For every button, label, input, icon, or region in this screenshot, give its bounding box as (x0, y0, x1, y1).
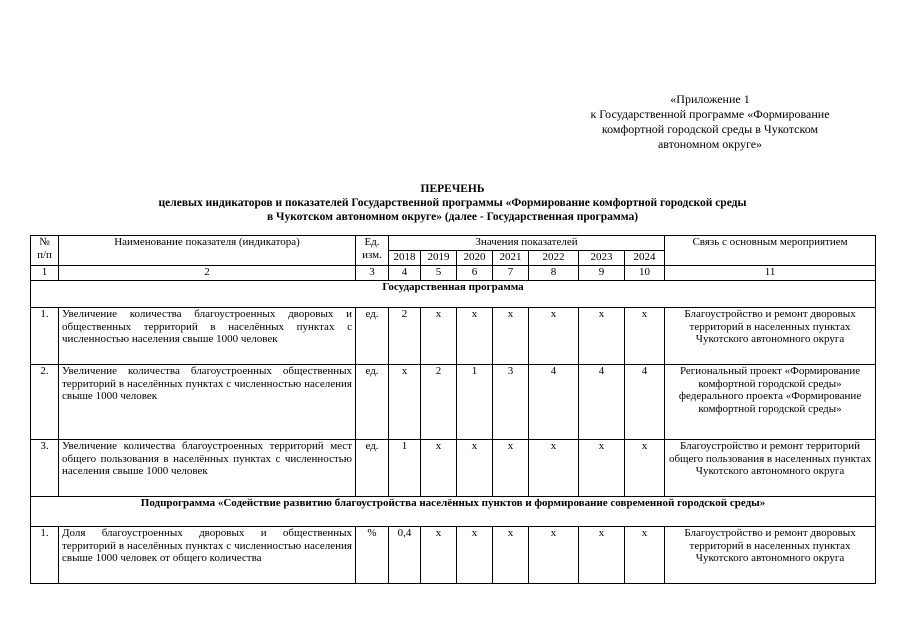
row-value: 2 (389, 308, 421, 365)
header-year: 2024 (625, 251, 665, 266)
col-number: 8 (529, 266, 579, 281)
header-name: Наименование показателя (индикатора) (59, 236, 356, 266)
row-value: х (625, 527, 665, 584)
header-link: Связь с основным мероприятием (665, 236, 876, 266)
row-unit: ед. (356, 440, 389, 497)
header-unit-line2: изм. (362, 248, 382, 261)
row-value: х (625, 308, 665, 365)
table-row (31, 365, 876, 440)
header-unit (356, 236, 389, 266)
row-value: 4 (625, 365, 665, 440)
header-num-line1: № (39, 236, 50, 248)
col-number: 9 (579, 266, 625, 281)
col-number: 4 (389, 266, 421, 281)
header-unit-line1: Ед. (364, 236, 380, 248)
appendix-line: к Государственной программе «Формирование (590, 107, 830, 121)
row-value: 2 (421, 365, 457, 440)
appendix-line: комфортной городской среды в Чукотском (601, 122, 819, 136)
heading-subtitle-line: в Чукотском автономном округе» (далее - Государственная программа) (266, 211, 639, 223)
row-value: 0,4 (389, 527, 421, 584)
row-value: х (421, 527, 457, 584)
row-value: х (389, 365, 421, 440)
row-number: 1. (31, 527, 59, 584)
row-value: х (579, 527, 625, 584)
header-year: 2019 (421, 251, 457, 266)
header-year: 2021 (493, 251, 529, 266)
table-row (31, 440, 876, 497)
header-row (31, 236, 876, 251)
indicators-table (30, 235, 876, 584)
row-indicator-name: Увеличение количества благоустроенных территорий мест общего пользования в населённых пунктах с численностью населения свыше 1000 человек (59, 440, 356, 497)
row-value: х (493, 527, 529, 584)
row-value: 1 (457, 365, 493, 440)
row-value: х (579, 308, 625, 365)
row-link: Благоустройство и ремонт дворовых территорий в населенных пунктах Чукотского автономного округа (665, 527, 876, 584)
header-num-line2: п/п (37, 248, 52, 261)
header-year: 2018 (389, 251, 421, 266)
row-value: х (457, 440, 493, 497)
column-numbers-row (31, 266, 876, 281)
row-indicator-name: Доля благоустроенных дворовых и общественных территорий в населённых пунктах с численностью населения свыше 1000 человек от общего количества (59, 527, 356, 584)
col-number: 10 (625, 266, 665, 281)
col-number: 7 (493, 266, 529, 281)
row-value: 3 (493, 365, 529, 440)
table-row (31, 308, 876, 365)
row-number: 3. (31, 440, 59, 497)
subprogram-title: Подпрограмма «Содействие развитию благоустройства населённых пунктов и формирование современной городской среды» (31, 497, 876, 527)
appendix-line: автономном округе» (657, 137, 763, 151)
row-value: х (493, 308, 529, 365)
row-value: 4 (529, 365, 579, 440)
header-year: 2022 (529, 251, 579, 266)
row-value: х (493, 440, 529, 497)
col-number: 1 (31, 266, 59, 281)
row-value: х (579, 440, 625, 497)
row-number: 1. (31, 308, 59, 365)
row-number: 2. (31, 365, 59, 440)
header-year: 2020 (457, 251, 493, 266)
table-row (31, 527, 876, 584)
header-num (31, 236, 59, 266)
col-number: 5 (421, 266, 457, 281)
col-number: 6 (457, 266, 493, 281)
row-link: Благоустройство и ремонт дворовых территорий в населенных пунктах Чукотского автономного округа (665, 308, 876, 365)
col-number: 2 (59, 266, 356, 281)
row-value: х (529, 527, 579, 584)
heading-title: ПЕРЕЧЕНЬ (420, 183, 485, 195)
row-value: х (421, 440, 457, 497)
row-value: х (421, 308, 457, 365)
row-indicator-name: Увеличение количества благоустроенных дворовых и общественных территорий в населённых пунктах с численностью населения свыше 1000 человек (59, 308, 356, 365)
section-row (31, 281, 876, 308)
header-values: Значения показателей (389, 236, 665, 251)
row-unit: ед. (356, 365, 389, 440)
section-title: Государственная программа (31, 281, 876, 308)
row-value: х (529, 308, 579, 365)
row-value: х (457, 308, 493, 365)
appendix-note (560, 92, 860, 152)
subprogram-row (31, 497, 876, 527)
appendix-line: «Приложение 1 (670, 92, 750, 106)
row-indicator-name: Увеличение количества благоустроенных общественных территорий в населённых пунктах с численностью населения свыше 1000 человек (59, 365, 356, 440)
row-value: х (529, 440, 579, 497)
row-unit: % (356, 527, 389, 584)
row-value: х (457, 527, 493, 584)
heading-subtitle-line: целевых индикаторов и показателей Государственной программы «Формирование комфортной городской среды (158, 197, 747, 209)
document-heading (30, 182, 875, 224)
row-value: х (625, 440, 665, 497)
row-link: Благоустройство и ремонт территорий общего пользования в населенных пунктах Чукотского автономного округа (665, 440, 876, 497)
row-unit: ед. (356, 308, 389, 365)
row-value: 1 (389, 440, 421, 497)
row-value: 4 (579, 365, 625, 440)
row-link: Региональный проект «Формирование комфортной городской среды» федерального проекта «Формирование комфортной городской среды» (665, 365, 876, 440)
col-number: 3 (356, 266, 389, 281)
col-number: 11 (665, 266, 876, 281)
header-year: 2023 (579, 251, 625, 266)
